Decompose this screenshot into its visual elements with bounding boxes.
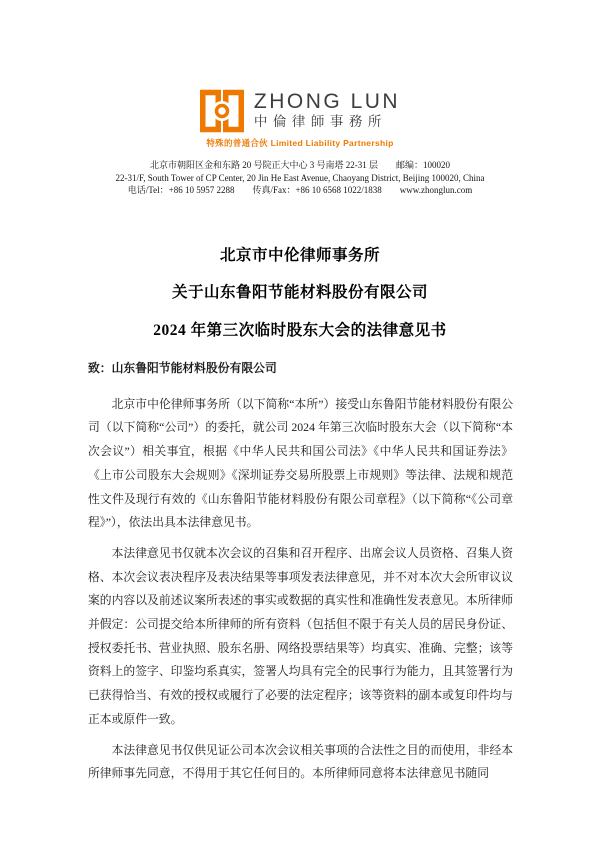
salutation-line: 致：山东鲁阳节能材料股份有限公司 — [88, 361, 277, 375]
contact-line: 电话/Tel：+86 10 5957 2288 传真/Fax：+86 10 6568 1022/1838 www.zhonglun.com — [127, 185, 473, 195]
brand-name-cn: 中倫律師事務所 — [253, 114, 387, 129]
brand-text — [254, 91, 400, 130]
letterhead-address-block — [0, 159, 600, 197]
document-title-line-3: 2024 年第三次临时股东大会的法律意见书 — [153, 321, 447, 339]
document-title-line-2: 关于山东鲁阳节能材料股份有限公司 — [171, 284, 428, 301]
letterhead — [0, 0, 600, 197]
address-line-cn: 北京市朝阳区金和东路 20 号院正大中心 3 号南塔 22-31 层 邮编：100020 — [150, 160, 450, 170]
body-paragraph-2: 本法律意见书仅就本次会议的召集和召开程序、出席会议人员资格、召集人资格、本次会议表决程序及表决结果等事项发表法律意见，并不对本次大会所审议议案的内容以及前述议案所表述的事实或数据的真实性和准确性发表意见。本所律师并假定：公司提交给本所律师的所有资料（包括但不限于有关人员的居民身份证、授权委托书、营业执照、股东名册、网络投票结果等）均真实、准确、完整；该等资料上的签字、印鉴均系真实，签署人均具有完全的民事行为能力，且其签署行为已获得恰当、有效的授权或履行了必要的法定程序；该等资料的副本或复印件均与正本或原件一致。 — [88, 545, 513, 726]
body-paragraph-1: 北京市中伦律师事务所（以下简称“本所”）接受山东鲁阳节能材料股份有限公司（以下简称“公司”）的委托，就公司 2024 年第三次临时股东大会（以下简称“本次会议”）相关事宜，根据《中华人民共和国公司法》《中华人民共和国证券法》《上市公司股东大会规则》《深圳证券交易所股票上市规则》等法律、法规和规范性文件及现行有效的《山东鲁阳节能材料股份有限公司章程》（以下简称“《公司章程》”），依法出具本法律意见书。 — [88, 396, 513, 530]
document-title — [0, 237, 600, 350]
law-firm-logo — [0, 88, 600, 133]
partnership-tagline: 特殊的普通合伙 Limited Liability Partnership — [206, 138, 394, 148]
document-title-line-1: 北京市中伦律师事务所 — [219, 246, 380, 264]
zhonglun-logo-icon — [200, 89, 244, 133]
brand-name-en: ZHONG LUN — [253, 90, 401, 113]
body-paragraph-3: 本法律意见书仅供见证公司本次会议相关事项的合法性之目的而使用，非经本所律师事先同意，不得用于其它任何目的。本所律师同意将本法律意见书随同 — [88, 742, 513, 781]
address-line-en: 22-31/F, South Tower of CP Center, 20 Jin He East Avenue, Chaoyang District, Beijing 100020, China — [115, 172, 485, 183]
document-body — [88, 357, 513, 786]
